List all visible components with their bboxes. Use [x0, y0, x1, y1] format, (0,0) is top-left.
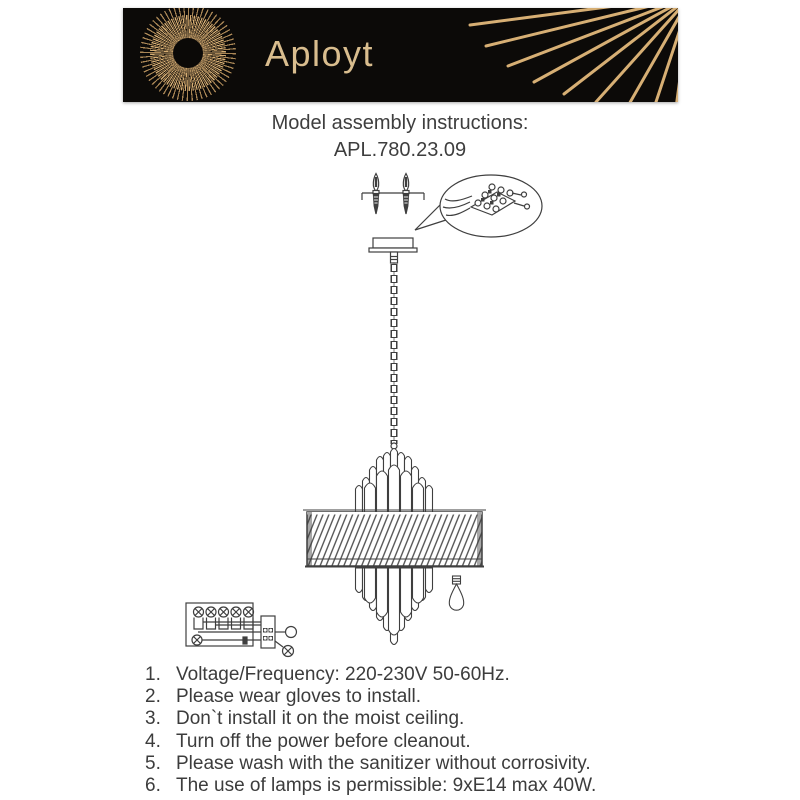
- instruction-item: [145, 731, 745, 753]
- starburst-logo-icon: [140, 8, 236, 101]
- instructions-list: [145, 664, 745, 797]
- brand-name: Aployt: [265, 33, 375, 74]
- instruction-number: 1.: [145, 664, 161, 685]
- instruction-text: Don`t install it on the moist ceiling.: [176, 708, 465, 730]
- instruction-text: Please wash with the sanitizer without corrosivity.: [176, 752, 591, 774]
- instruction-item: [145, 753, 745, 775]
- instruction-text: Turn off the power before cleanout.: [176, 730, 471, 752]
- instruction-number: 5.: [145, 752, 161, 774]
- model-number: APL.780.23.09: [333, 139, 467, 161]
- instruction-item: [145, 775, 745, 797]
- instruction-text: Voltage/Frequency: 220-230V 50-60Hz.: [176, 664, 510, 685]
- instruction-item: [145, 686, 745, 708]
- instruction-number: 6.: [145, 775, 161, 797]
- instruction-item: [145, 708, 745, 730]
- page-title: Model assembly instructions:: [271, 112, 529, 134]
- instruction-number: 4.: [145, 730, 161, 752]
- instruction-number: 3.: [145, 708, 161, 730]
- brand-banner: [123, 8, 678, 102]
- instruction-text: Please wear gloves to install.: [176, 686, 422, 708]
- rays-decoration-icon: [398, 8, 678, 102]
- e14-candle-bulb-drawing: [449, 576, 463, 610]
- instruction-number: 2.: [145, 686, 161, 708]
- ceiling-anchors-drawing: [362, 174, 424, 215]
- bottom-crystals-drawing: [356, 568, 433, 645]
- starburst-core: [173, 38, 203, 68]
- pleated-drum-shade-drawing: [303, 510, 486, 567]
- title-block: [0, 110, 800, 164]
- hanging-chain-drawing: [391, 262, 397, 449]
- terminal-detail-callout-drawing: [415, 175, 542, 237]
- ceiling-canopy-drawing: [369, 238, 417, 263]
- instruction-text: The use of lamps is permissible: 9xE14 max 40W.: [176, 775, 597, 797]
- crown-crystals-drawing: [356, 449, 433, 514]
- instruction-item: [145, 664, 745, 686]
- assembly-diagram: [145, 168, 655, 668]
- wiring-schematic-drawing: [186, 603, 297, 657]
